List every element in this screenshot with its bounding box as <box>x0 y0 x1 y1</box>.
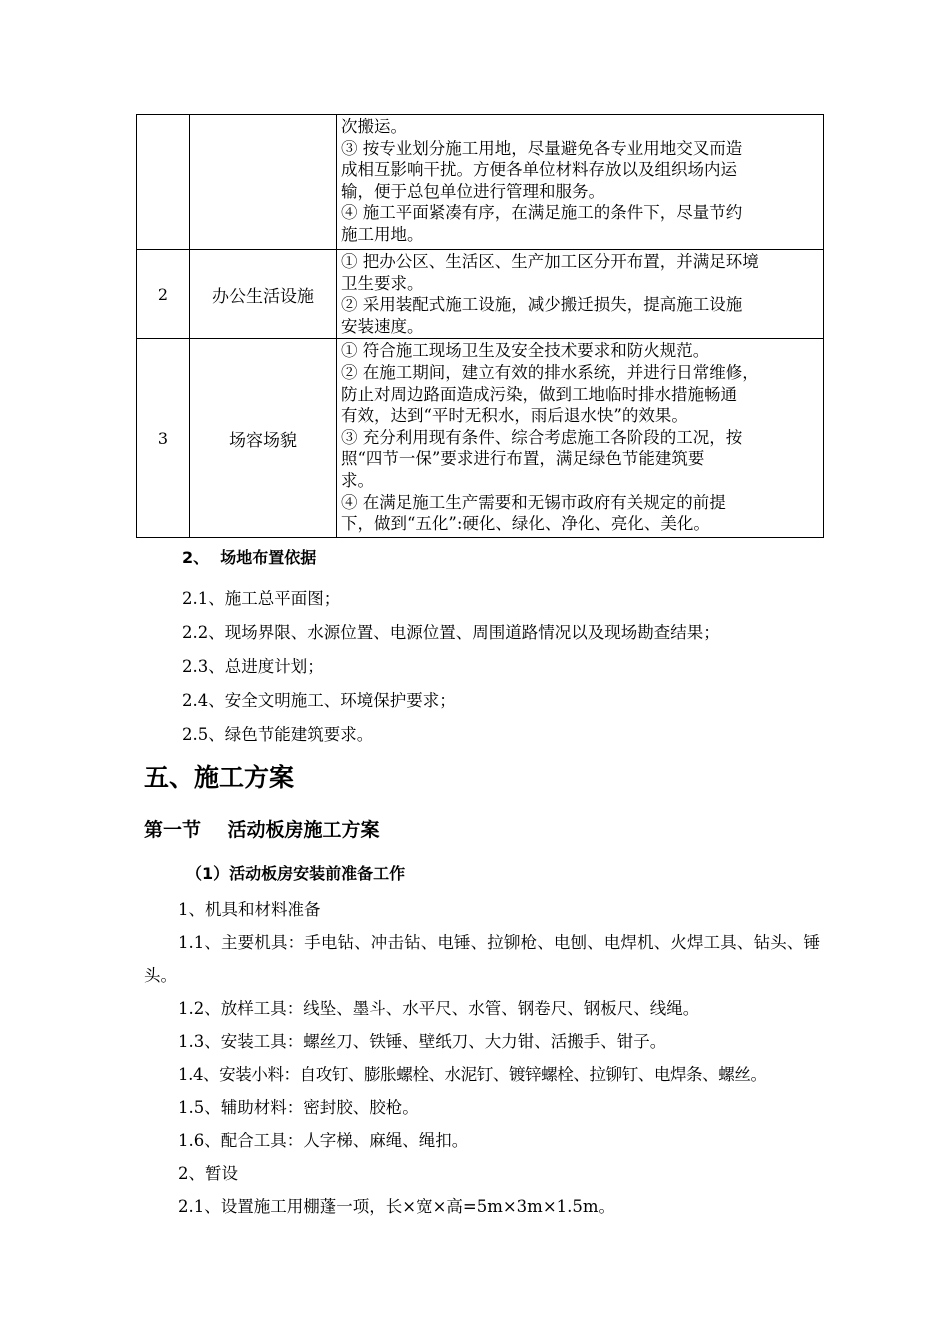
content-line: ③ 充分利用现有条件、综合考虑施工各阶段的工况，按 <box>341 427 743 447</box>
row-number: 2 <box>137 250 190 339</box>
content-line: 有效，达到“平时无积水，雨后退水快”的效果。 <box>341 406 688 426</box>
list-item: 2.1、施工总平面图； <box>182 589 341 608</box>
subsection-title: （1）活动板房安装前准备工作 <box>186 864 406 883</box>
list-item: 2.3、总进度计划； <box>182 657 324 676</box>
content-line: ② 在施工期间，建立有效的排水系统，并进行日常维修， <box>341 362 759 382</box>
row-category: 场容场貌 <box>190 339 337 538</box>
content-line: ④ 在满足施工生产需要和无锡市政府有关规定的前提 <box>341 492 726 512</box>
content-line: 照“四节一保”要求进行布置，满足绿色节能建筑要 <box>341 449 705 469</box>
row-content <box>337 250 824 339</box>
content-line: 输，便于总包单位进行管理和服务。 <box>341 181 605 201</box>
row-category: 办公生活设施 <box>190 250 337 339</box>
paragraph: 1.1、主要机具：手电钻、冲击钻、电锤、拉铆枪、电刨、电焊机、火焊工具、钻头、锤头。 <box>144 933 820 985</box>
content-line: 施工用地。 <box>341 224 424 244</box>
requirements-table <box>136 114 824 538</box>
row-content <box>337 339 824 538</box>
paragraph: 1.6、配合工具：人字梯、麻绳、绳扣。 <box>178 1131 469 1150</box>
content-line: 次搬运。 <box>341 117 407 136</box>
body-text <box>144 893 820 1223</box>
table-row <box>137 115 824 250</box>
content-line: 下，做到“五化”:硬化、绿化、净化、亮化、美化。 <box>341 514 710 534</box>
chapter-title: 五、施工方案 <box>144 763 295 792</box>
paragraph: 1.5、辅助材料：密封胶、胶枪。 <box>178 1098 419 1117</box>
row-number <box>137 115 190 250</box>
section-title: 第一节 活动板房施工方案 <box>144 819 380 841</box>
content-line: 卫生要求。 <box>341 273 424 293</box>
row-content <box>337 115 824 250</box>
content-line: 安装速度。 <box>341 316 424 336</box>
row-number: 3 <box>137 339 190 538</box>
basis-list <box>182 587 720 757</box>
paragraph: 1.4、安装小料：自攻钉、膨胀螺栓、水泥钉、镀锌螺栓、拉铆钉、电焊条、螺丝。 <box>178 1065 767 1084</box>
content-line: 防止对周边路面造成污染，做到工地临时排水措施畅通 <box>341 384 737 404</box>
table-row <box>137 339 824 538</box>
list-item: 2.5、绿色节能建筑要求。 <box>182 725 374 744</box>
paragraph: 1.2、放样工具：线坠、墨斗、水平尺、水管、钢卷尺、钢板尺、线绳。 <box>178 999 700 1018</box>
paragraph: 1、机具和材料准备 <box>178 900 321 919</box>
content-line: ① 符合施工现场卫生及安全技术要求和防火规范。 <box>341 341 710 361</box>
content-line: ④ 施工平面紧凑有序，在满足施工的条件下，尽量节约 <box>341 203 743 223</box>
row-category <box>190 115 337 250</box>
list-item: 2.2、现场界限、水源位置、电源位置、周围道路情况以及现场勘查结果； <box>182 623 720 642</box>
content-line: ③ 按专业划分施工用地，尽量避免各专业用地交叉而造 <box>341 138 743 158</box>
paragraph: 1.3、安装工具：螺丝刀、铁锤、壁纸刀、大力钳、活搬手、钳子。 <box>178 1032 667 1051</box>
basis-heading: 2、 场地布置依据 <box>182 548 317 567</box>
paragraph: 2、暂设 <box>178 1164 238 1183</box>
paragraph: 2.1、设置施工用棚蓬一项，长×宽×高=5m×3m×1.5m。 <box>178 1197 616 1216</box>
content-line: 求。 <box>341 470 374 490</box>
content-line: ② 采用装配式施工设施，减少搬迁损失，提高施工设施 <box>341 295 743 315</box>
table-row <box>137 250 824 339</box>
content-line: ① 把办公区、生活区、生产加工区分开布置，并满足环境 <box>341 252 759 271</box>
content-line: 成相互影响干扰。方便各单位材料存放以及组织场内运 <box>341 160 737 180</box>
list-item: 2.4、安全文明施工、环境保护要求； <box>182 691 456 710</box>
